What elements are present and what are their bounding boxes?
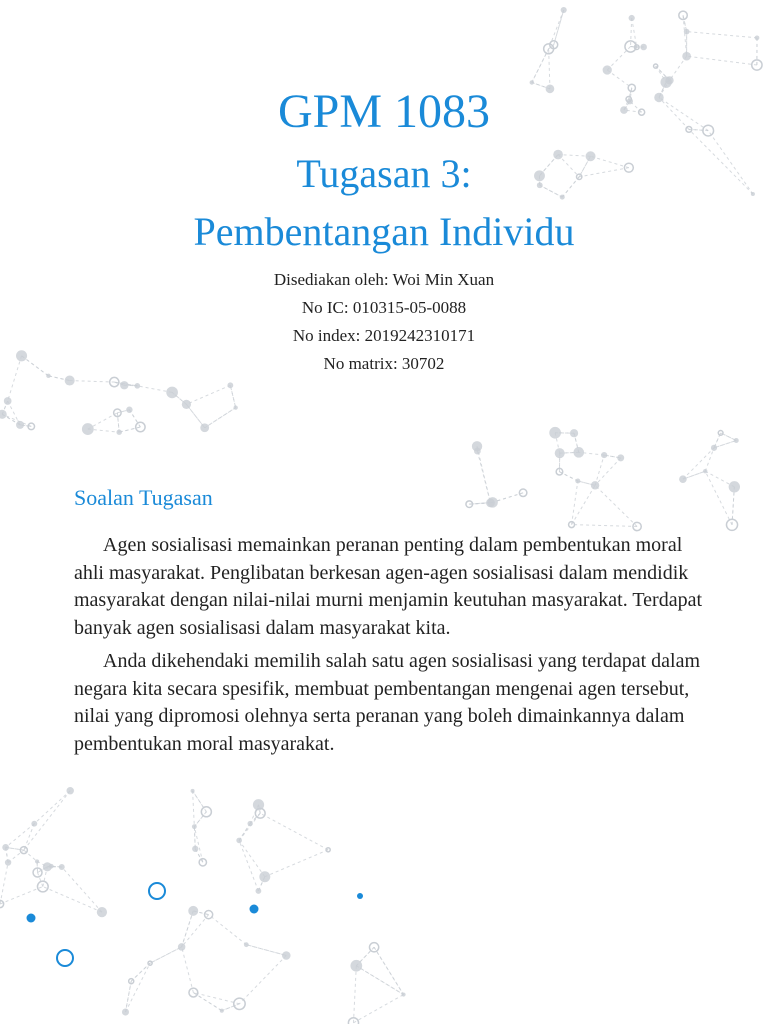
question-paragraph-2: Anda dikehendaki memilih salah satu agen sosialisasi yang terdapat dalam negara kita secara spesifik, membuat pembentangan mengenai agen tersebut, nilai yang dipromosi olehnya serta peranan yang boleh dimainkannya dalam pembentukan moral masyarakat. [74,650,701,755]
section-heading: Soalan Tugasan [74,485,213,510]
question-paragraph-1: Agen sosialisasi memainkan peranan penting dalam pembentukan moral ahli masyarakat. Penglibatan berkesan agen-agen sosialisasi dalam mendidik masyarakat dengan nilai-nilai murni menjamin keutuhan masyarakat. Terdapat banyak agen sosialisasi dalam masyarakat kita. [74,534,703,639]
index-number-text: No index: 2019242310171 [292,326,476,345]
matrix-number-text: No matrix: 30702 [323,354,445,373]
ic-number-text: No IC: 010315-05-0088 [301,298,467,317]
author-info [0,266,768,378]
course-code-title: GPM 1083 [277,85,491,138]
assignment-number-title: Tugasan 3: [296,151,472,196]
assignment-name-title: Pembentangan Individu [193,209,575,254]
question-body [74,532,702,764]
prepared-by-text: Disediakan oleh: Woi Min Xuan [273,270,495,289]
